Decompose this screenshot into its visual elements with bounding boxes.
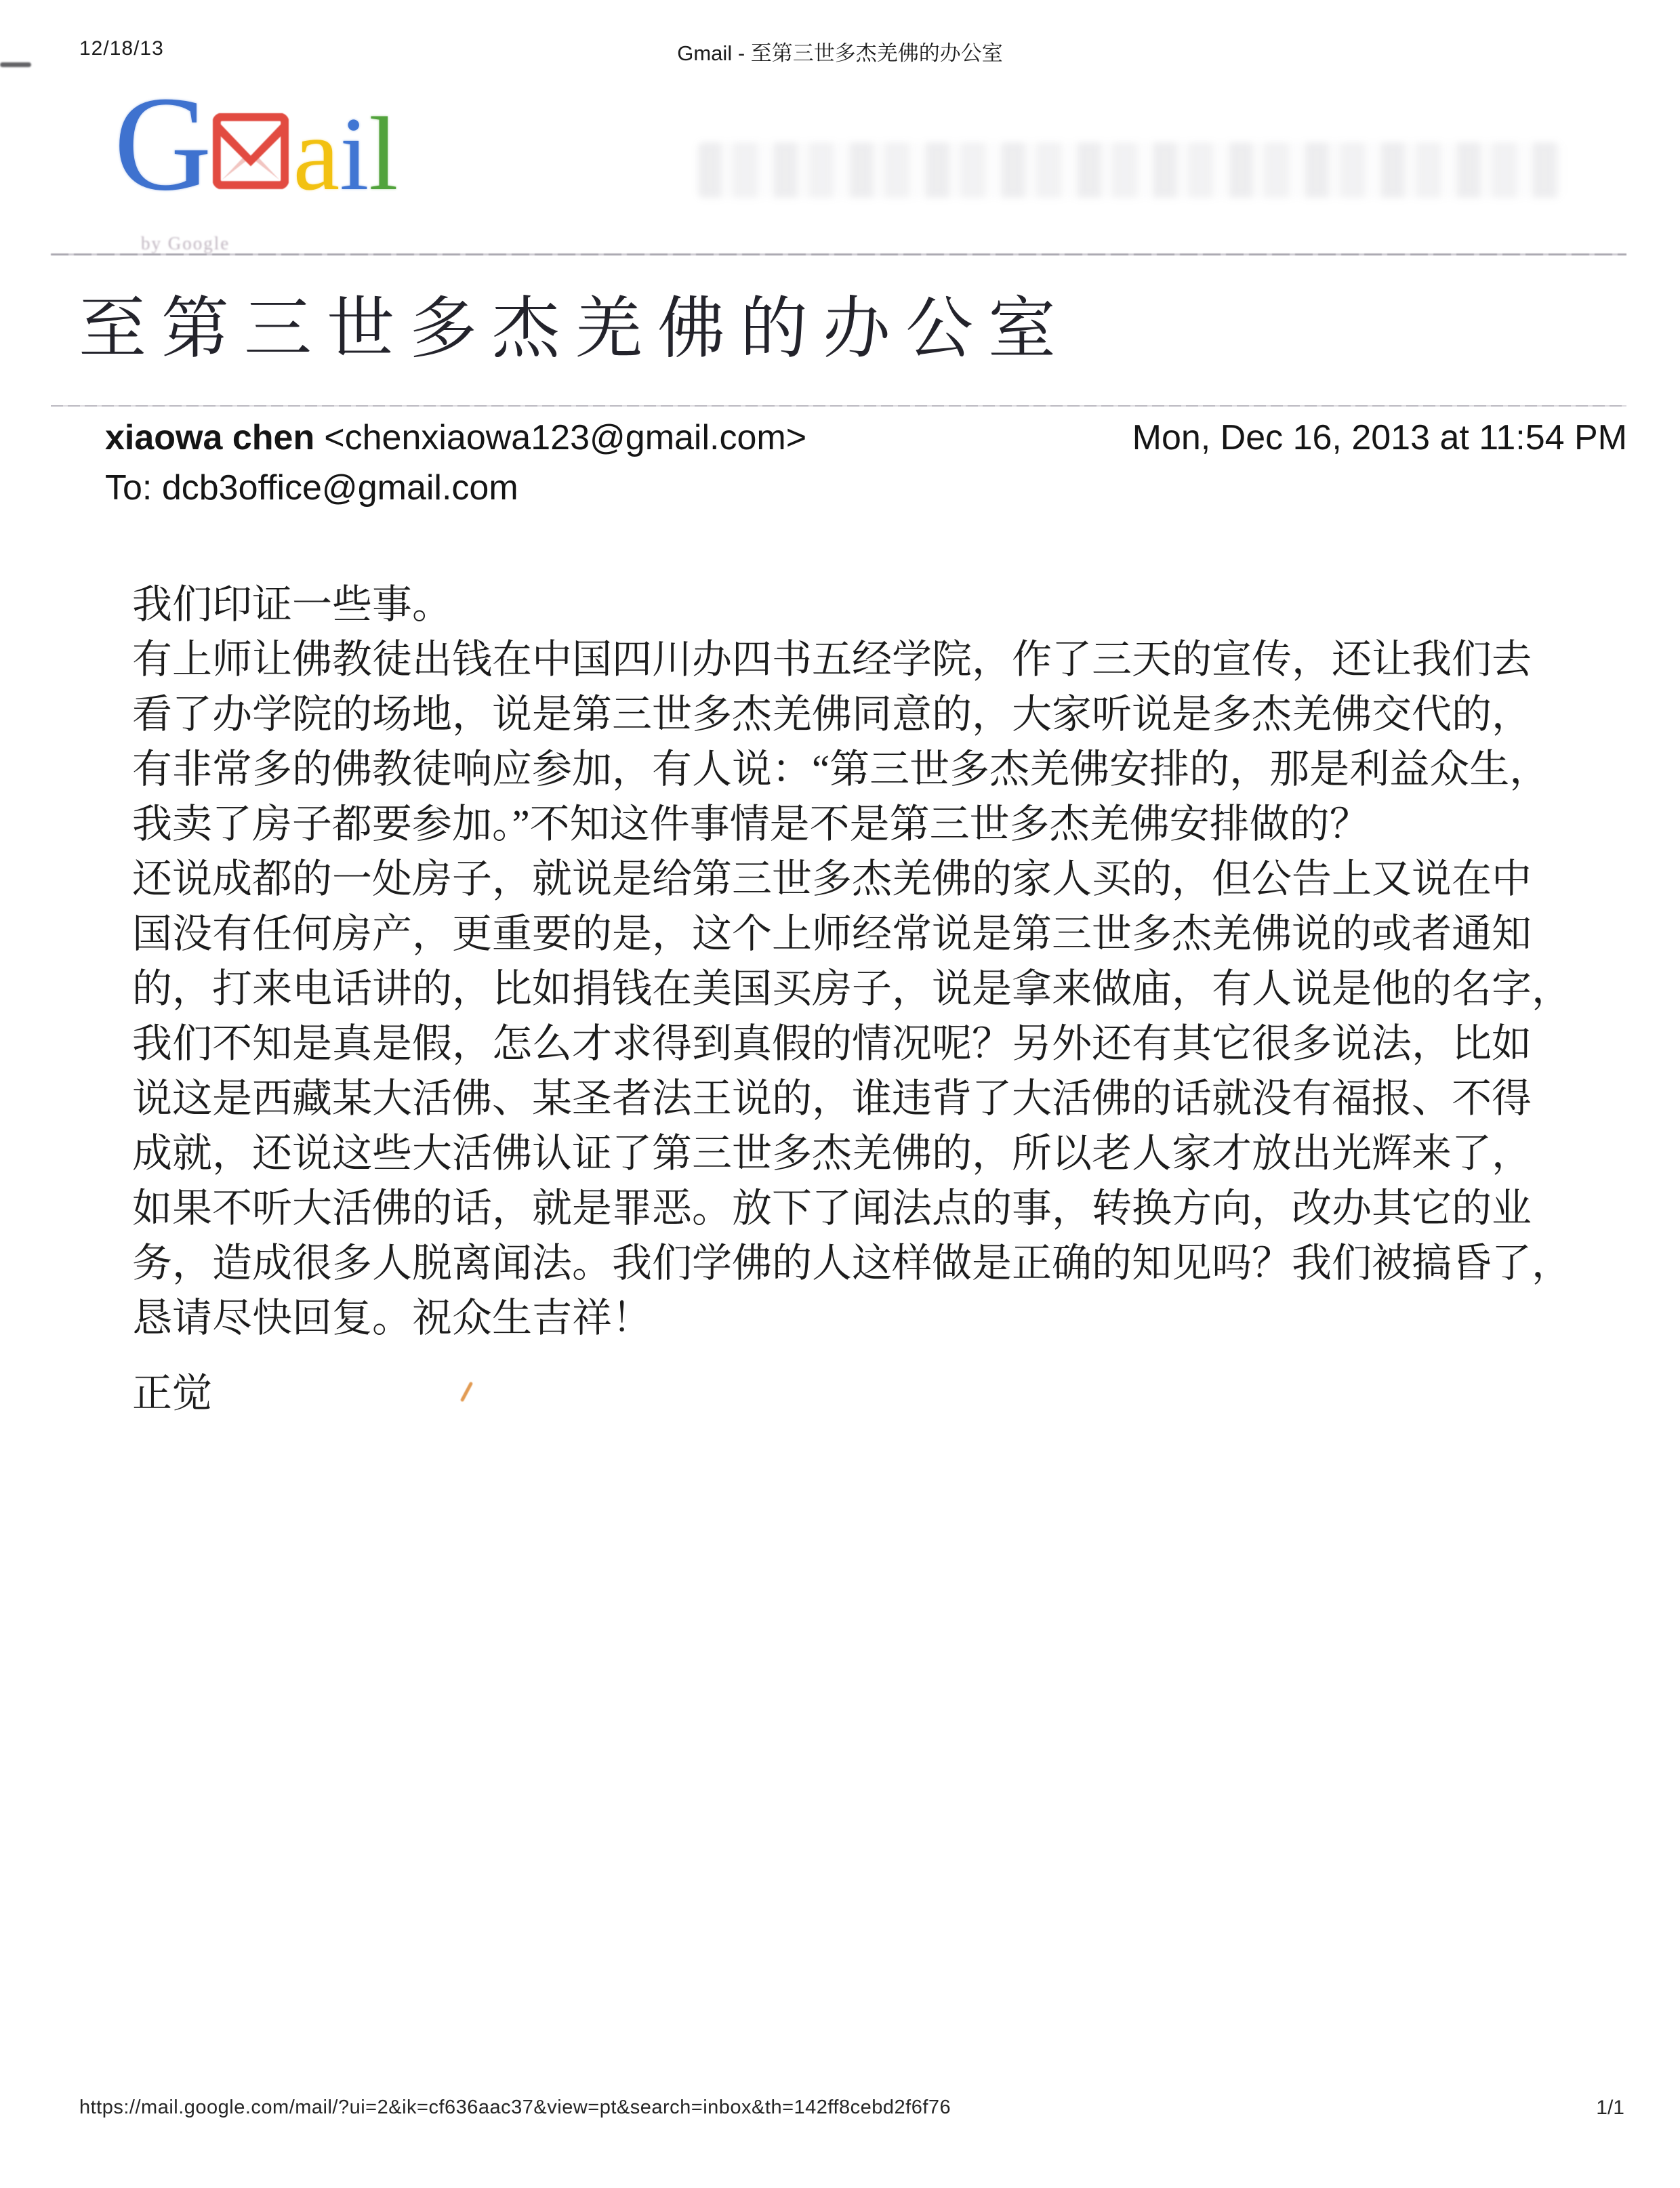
gmail-logo-letter-i: i — [340, 96, 369, 212]
email-body-line: 成就，还说这些大活佛认证了第三世多杰羌佛的，所以老人家才放出光辉来了， — [132, 1131, 1532, 1176]
email-meta — [105, 417, 1627, 508]
gmail-logo-letter-g: G — [114, 69, 212, 219]
message-date: Mon, Dec 16, 2013 at 11:54 PM — [1132, 418, 1627, 457]
scan-edge-artifact — [0, 62, 31, 67]
email-body-line: 说这是西藏某大活佛、某圣者法王说的，谁违背了大活佛的话就没有福报、不得 — [132, 1076, 1532, 1121]
from-field — [105, 417, 806, 458]
print-header-date: 12/18/13 — [79, 37, 164, 60]
to-field: To: dcb3office@gmail.com — [105, 468, 518, 508]
email-body-line: 我们不知是真是假，怎么才求得到真假的情况呢？另外还有其它很多说法，比如 — [132, 1021, 1532, 1066]
gmail-logo-letter-a: a — [293, 96, 340, 212]
scan-bleedthrough-artifact — [698, 142, 1562, 198]
email-body-line: 如果不听大活佛的话，就是罪恶。放下了闻法点的事，转换方向，改办其它的业 — [132, 1186, 1532, 1231]
separator-line-top — [51, 253, 1626, 255]
email-body-line: 务，造成很多人脱离闻法。我们学佛的人这样做是正确的知见吗？我们被搞昏了， — [132, 1241, 1572, 1285]
sender-address: <chenxiaowa123@gmail.com> — [324, 418, 807, 457]
print-footer-page-number: 1/1 — [1596, 2097, 1624, 2119]
email-body-line: 国没有任何房产，更重要的是，这个上师经常说是第三世多杰羌佛说的或者通知 — [132, 911, 1532, 956]
email-body-line: 有上师让佛教徒出钱在中国四川办四书五经学院，作了三天的宣传，还让我们去 — [132, 637, 1532, 682]
email-body-line: 我卖了房子都要参加。”不知这件事情是不是第三世多杰羌佛安排做的？ — [132, 802, 1370, 846]
print-footer-url: https://mail.google.com/mail/?ui=2&ik=cf636aac37&view=pt&search=inbox&th=142ff8cebd2f6f76 — [79, 2097, 951, 2118]
email-body-line: 的，打来电话讲的，比如捐钱在美国买房子，说是拿来做庙，有人说是他的名字， — [132, 966, 1572, 1011]
separator-line-meta — [51, 405, 1626, 407]
email-signature: 正觉 — [132, 1371, 213, 1416]
gmail-logo-byline: by Google — [141, 233, 230, 253]
email-body-line: 有非常多的佛教徒响应参加，有人说：“第三世多杰羌佛安排的，那是利益众生， — [132, 747, 1550, 791]
gmail-envelope-icon — [213, 113, 289, 189]
gmail-logo-letter-l: l — [369, 96, 398, 212]
email-body — [132, 577, 1653, 1346]
print-header-title: Gmail - 至第三世多杰羌佛的办公室 — [677, 41, 1003, 65]
from-row — [105, 417, 1627, 458]
email-body-line: 看了办学院的场地，说是第三世多杰羌佛同意的，大家听说是多杰羌佛交代的， — [132, 692, 1532, 737]
email-body-line: 还说成都的一处房子，就说是给第三世多杰羌佛的家人买的，但公告上又说在中 — [132, 856, 1532, 901]
scan-speck-artifact — [460, 1382, 473, 1403]
email-body-line: 我们印证一些事。 — [132, 582, 453, 627]
gmail-logo — [114, 69, 398, 253]
email-subject: 至第三世多杰羌佛的办公室 — [79, 291, 1071, 367]
email-body-line: 恳请尽快回复。祝众生吉祥！ — [132, 1296, 653, 1340]
sender-name: xiaowa chen — [105, 418, 315, 457]
